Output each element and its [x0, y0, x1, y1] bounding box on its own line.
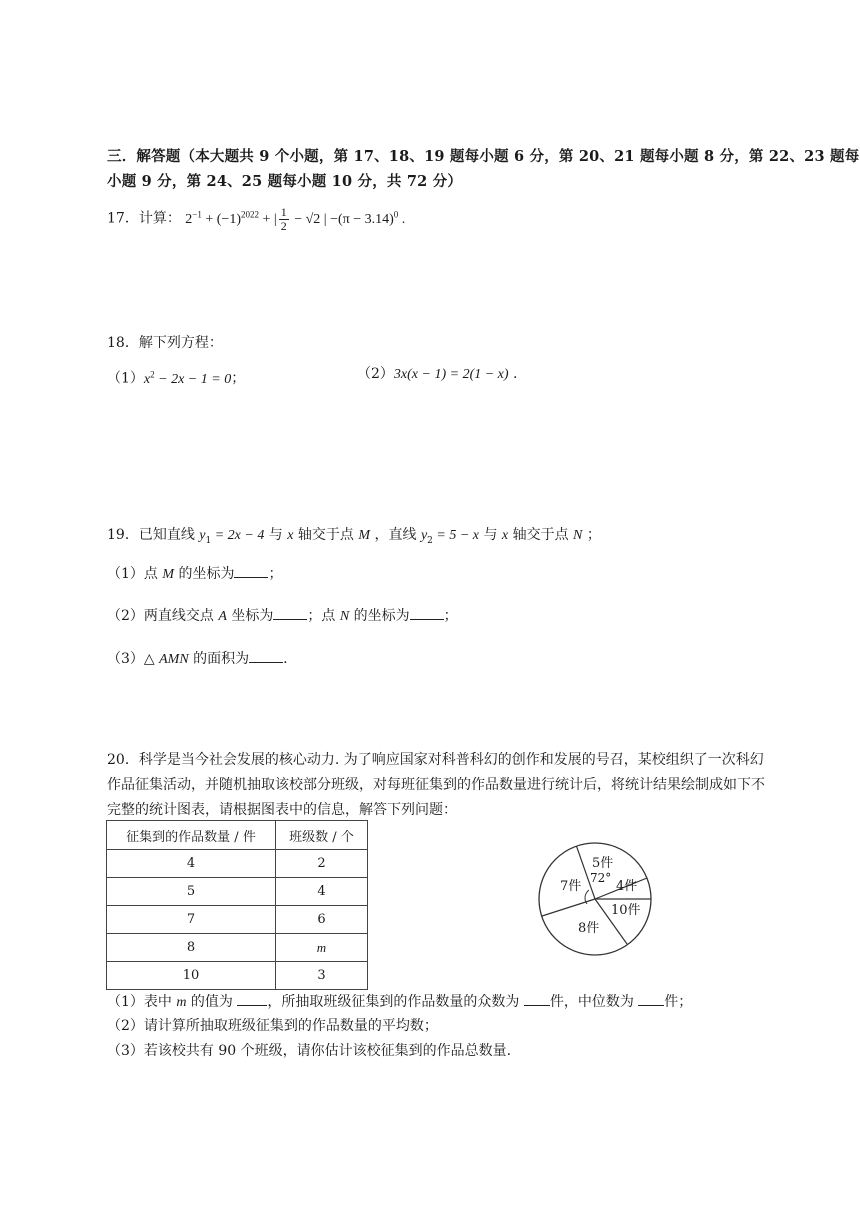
- table-cell: m: [276, 934, 368, 962]
- pie-label-10: 10件: [611, 903, 641, 918]
- works-pie-chart: [534, 838, 656, 960]
- table-header-row: [107, 821, 368, 850]
- question-20-line2: 作品征集活动，并随机抽取该校部分班级，对每班征集到的作品数量进行统计后，将统计结果绘制成如下不: [107, 777, 765, 793]
- pie-angle-label: 72°: [590, 871, 612, 885]
- table-row: [107, 962, 368, 990]
- table-row: [107, 878, 368, 906]
- pie-label-8: 8件: [578, 921, 600, 936]
- q20-answer-blank-2[interactable]: [524, 991, 550, 1006]
- q19-answer-blank-3[interactable]: [410, 605, 444, 620]
- q19-answer-blank-4[interactable]: [249, 648, 283, 663]
- pie-label-5: 5件: [592, 856, 614, 871]
- question-17: [107, 204, 405, 233]
- q17-expression: $2^{-1} + (-1)^{2022}$ + | $\frac{1}{2}$ − √2 | $-(\pi - 3.14)^0$ .: [185, 204, 406, 233]
- table-cell: 3: [276, 962, 368, 990]
- table-row: [107, 906, 368, 934]
- table-header-classes: 班级数 / 个: [276, 821, 368, 850]
- pie-divider: [542, 899, 595, 916]
- table-row: [107, 850, 368, 878]
- question-20-part1: （1）表中 m 的值为 ，所抽取班级征集到的作品数量的众数为 件，中位数为 件；: [107, 991, 692, 1013]
- q19-answer-blank-2[interactable]: [273, 605, 307, 620]
- question-19-part2: （2）两直线交点 A 坐标为 ；点 N 的坐标为 ；: [107, 605, 458, 627]
- question-19-part3: （3）△ AMN 的面积为 .: [107, 648, 288, 670]
- pie-label-4: 4件: [616, 879, 638, 894]
- question-20-part2: （2）请计算所抽取班级征集到的作品数量的平均数；: [107, 1018, 438, 1034]
- question-20-line1: 20．科学是当今社会发展的核心动力. 为了响应国家对科普科幻的创作和发展的号召，某校组织了一次科幻: [107, 752, 764, 768]
- table-cell: 7: [107, 906, 276, 934]
- works-count-table: [106, 820, 368, 990]
- table-row: [107, 934, 368, 962]
- section-heading-line2: 小题 9 分，第 24、25 题每小题 10 分，共 72 分）: [107, 173, 463, 190]
- table-cell: 8: [107, 934, 276, 962]
- question-19-stem: 19．已知直线 $y_1 = 2x - 4$ 与 x 轴交于点 M ，直线 $y_2 = 5 - x$ 与 x 轴交于点 N ；: [107, 527, 601, 546]
- question-20-part3: （3）若该校共有 90 个班级，请你估计该校征集到的作品总数量.: [107, 1043, 512, 1059]
- table-cell: 4: [107, 850, 276, 878]
- question-19-part1: （1）点 M 的坐标为 ；: [107, 563, 282, 585]
- question-18-part2: （2）3x(x − 1) = 2(1 − x) .: [357, 366, 518, 382]
- q17-label: 17．计算：: [107, 210, 181, 227]
- q20-answer-blank-1[interactable]: [237, 991, 267, 1006]
- q20-answer-blank-3[interactable]: [638, 991, 664, 1006]
- pie-label-7: 7件: [560, 879, 582, 894]
- table-cell: 10: [107, 962, 276, 990]
- table-header-works: 征集到的作品数量 / 件: [107, 821, 276, 850]
- section-heading-line1: 三．解答题（本大题共 9 个小题，第 17、18、19 题每小题 6 分，第 20、21 题每小题 8 分，第 22、23 题每: [107, 148, 860, 165]
- question-20-line3: 完整的统计图表，请根据图表中的信息，解答下列问题：: [107, 802, 457, 818]
- question-18-title: 18．解下列方程：: [107, 335, 223, 351]
- table-cell: 4: [276, 878, 368, 906]
- q19-answer-blank-1[interactable]: [234, 563, 268, 578]
- table-cell: 5: [107, 878, 276, 906]
- question-18-part1: $(1)x^2 - 2x - 1 = 0$；: [107, 369, 246, 387]
- q17-fraction: $\frac{1}{2}$: [280, 204, 287, 233]
- table-cell: 2: [276, 850, 368, 878]
- table-cell: 6: [276, 906, 368, 934]
